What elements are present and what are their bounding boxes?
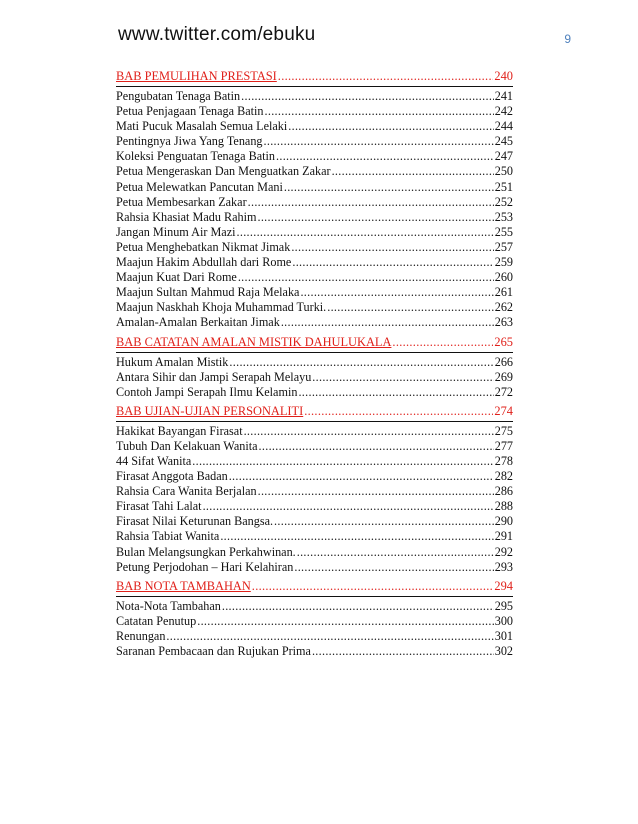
toc-dot-leader [264,134,494,149]
toc-entry-title: Maajun Naskhah Khoja Muhammad Turki. [116,300,327,315]
toc-entry-page: 253 [494,209,513,224]
toc-dot-leader [241,89,494,104]
toc-entry-title: Saranan Pembacaan dan Rujukan Prima [116,644,311,658]
toc-entry-page: 241 [494,89,513,103]
toc-dot-leader [248,195,494,210]
toc-dot-leader [276,149,494,164]
toc-entry-page: 262 [494,300,513,315]
toc-entry[interactable] [116,454,513,469]
toc-entry-title: Tubuh Dan Kelakuan Wanita [116,438,258,453]
toc-entry[interactable] [116,240,513,255]
toc-section [116,67,513,333]
toc-heading-page: 294 [494,578,513,593]
toc-entry-page: 275 [494,423,513,438]
toc-dot-leader [257,210,493,225]
toc-entry-title: Firasat Tahi Lalat [116,499,202,514]
toc-entry-page: 260 [494,270,513,285]
toc-entry[interactable] [116,469,513,484]
toc-entry-page: 242 [494,104,513,119]
toc-dot-leader [203,499,494,514]
toc-heading-page: 240 [494,69,513,83]
toc-section [116,577,513,661]
toc-entry-page: 250 [494,164,513,179]
toc-dot-leader [284,180,494,195]
toc-entry[interactable] [116,439,513,454]
toc-entry-title: Jangan Minum Air Mazi [116,224,236,239]
toc-entry-title: Firasat Anggota Badan [116,469,228,484]
toc-entry-title: Antara Sihir dan Jampi Serapah Melayu [116,369,312,384]
toc-entry[interactable] [116,599,513,614]
toc-dot-leader [288,119,493,134]
toc-entry-title: Nota-Nota Tambahan [116,598,221,613]
toc-entry-page: 291 [494,529,513,544]
toc-entry-page: 257 [494,239,513,254]
toc-entry-page: 300 [494,613,513,628]
toc-section [116,402,513,577]
toc-entry-title: Contoh Jampi Serapah Ilmu Kelamin [116,384,298,399]
toc-dot-leader [220,529,493,544]
toc-entry[interactable] [116,270,513,285]
toc-heading-title: BAB NOTA TAMBAHAN [116,578,251,593]
toc-entry[interactable] [116,560,513,575]
toc-entry-title: Rahsia Tabiat Wanita [116,529,220,544]
toc-dot-leader [392,333,493,351]
toc-dot-leader [278,67,494,85]
toc-entry-page: 251 [494,179,513,194]
toc-heading-title: BAB PEMULIHAN PRESTASI [116,69,277,83]
toc-entry[interactable] [116,134,513,149]
toc-entry-title: Pentingnya Jiwa Yang Tenang [116,134,263,149]
toc-entry-title: Hukum Amalan Mistik [116,354,229,369]
toc-entry-page: 277 [494,438,513,453]
toc-section-heading[interactable] [116,333,513,353]
toc-dot-leader [229,469,494,484]
toc-entry-page: 286 [494,484,513,499]
toc-entry[interactable] [116,545,513,560]
toc-entry-page: 295 [494,598,513,613]
toc-entry-page: 290 [494,514,513,529]
toc-entry-title: Hakikat Bayangan Firasat [116,423,243,438]
toc-entry-page: 292 [494,544,513,559]
page-number: 9 [564,32,571,46]
toc-dot-leader [244,424,494,439]
toc-section [116,333,513,402]
toc-entry-page: 255 [494,224,513,239]
toc-entry-page: 269 [494,369,513,384]
toc-entry-title: Renungan [116,628,166,643]
toc-entry[interactable] [116,180,513,195]
toc-entry-page: 261 [494,285,513,300]
toc-entry[interactable] [116,529,513,544]
toc-entry[interactable] [116,385,513,400]
toc-dot-leader [258,484,494,499]
toc-entry-title: Petung Perjodohan – Hari Kelahiran [116,559,294,574]
toc-entry-title: Petua Penjagaan Tenaga Batin [116,104,264,119]
toc-entry-title: 44 Sifat Wanita [116,453,192,468]
toc-dot-leader [259,439,494,454]
toc-dot-leader [300,285,493,300]
toc-dot-leader [327,300,494,315]
toc-entry[interactable] [116,629,513,644]
toc-entry[interactable] [116,225,513,240]
toc-entry-title: Rahsia Cara Wanita Berjalan [116,484,257,499]
toc-entry-title: Catatan Penutup [116,613,197,628]
toc-entry[interactable] [116,104,513,119]
toc-section-heading[interactable] [116,577,513,597]
toc-heading-title: BAB UJIAN-UJIAN PERSONALITI [116,403,304,418]
toc-entry-title: Koleksi Penguatan Tenaga Batin [116,149,276,164]
toc-entry[interactable] [116,424,513,439]
toc-entry[interactable] [116,149,513,164]
toc-heading-page: 274 [494,403,513,418]
toc-dot-leader [298,385,493,400]
toc-entry-title: Maajun Hakim Abdullah dari Rome [116,255,292,270]
toc-dot-leader [291,240,493,255]
toc-entry[interactable] [116,255,513,270]
toc-entry[interactable] [116,195,513,210]
toc-dot-leader [222,599,494,614]
toc-heading-page: 265 [494,334,513,349]
toc-entry-page: 252 [494,194,513,209]
toc-entry-page: 272 [494,384,513,399]
toc-entry-page: 288 [494,499,513,514]
toc-dot-leader [281,315,494,330]
toc-entry-page: 278 [494,453,513,468]
toc-dot-leader [252,577,494,595]
toc-entry-page: 302 [494,644,513,658]
toc-dot-leader [192,454,493,469]
section-gap [116,659,513,661]
table-of-contents [116,67,513,661]
toc-section-heading[interactable] [116,67,513,87]
toc-entry[interactable] [116,285,513,300]
toc-entry[interactable] [116,355,513,370]
toc-entry[interactable] [116,644,513,659]
toc-entry[interactable] [116,614,513,629]
toc-entry-page: 259 [494,255,513,270]
toc-entry-page: 293 [494,559,513,574]
toc-section-heading[interactable] [116,402,513,422]
toc-entry[interactable] [116,210,513,225]
toc-entry-page: 244 [494,119,513,134]
toc-entry-title: Pengubatan Tenaga Batin [116,89,241,103]
toc-entry-page: 245 [494,134,513,149]
toc-entry-title: Petua Mengeraskan Dan Menguatkan Zakar [116,164,331,179]
toc-dot-leader [294,560,493,575]
toc-entry-title: Bulan Melangsungkan Perkahwinan. [116,544,296,559]
toc-entry-title: Maajun Kuat Dari Rome [116,270,237,285]
toc-dot-leader [265,104,494,119]
toc-dot-leader [312,370,493,385]
toc-entry-page: 301 [494,628,513,643]
toc-entry-title: Rahsia Khasiat Madu Rahim [116,209,257,224]
toc-entry[interactable] [116,89,513,104]
header-url[interactable]: www.twitter.com/ebuku [118,24,316,45]
toc-dot-leader [297,545,494,560]
toc-dot-leader [166,629,493,644]
toc-heading-title: BAB CATATAN AMALAN MISTIK DAHULUKALA [116,334,392,349]
toc-entry-title: Petua Menghebatkan Nikmat Jimak [116,239,291,254]
toc-dot-leader [304,402,493,420]
toc-dot-leader [229,355,493,370]
toc-entry-title: Mati Pucuk Masalah Semua Lelaki [116,119,288,134]
toc-dot-leader [274,514,494,529]
toc-dot-leader [197,614,494,629]
toc-entry-title: Amalan-Amalan Berkaitan Jimak [116,315,280,330]
toc-entry-title: Maajun Sultan Mahmud Raja Melaka [116,285,300,300]
toc-entry-title: Petua Membesarkan Zakar [116,194,247,209]
toc-dot-leader [312,644,494,659]
toc-entry[interactable] [116,315,513,330]
toc-entry-title: Firasat Nilai Keturunan Bangsa. [116,514,274,529]
toc-entry-page: 266 [494,354,513,369]
toc-entry[interactable] [116,164,513,179]
toc-entry[interactable] [116,499,513,514]
toc-entry-page: 263 [494,315,513,330]
toc-dot-leader [332,164,494,179]
toc-entry-title: Petua Melewatkan Pancutan Mani [116,179,283,194]
toc-entry-page: 247 [494,149,513,164]
toc-dot-leader [238,270,494,285]
toc-dot-leader [292,255,493,270]
toc-entry-page: 282 [494,469,513,484]
toc-entry[interactable] [116,514,513,529]
toc-entry[interactable] [116,300,513,315]
toc-entry[interactable] [116,119,513,134]
toc-entry[interactable] [116,370,513,385]
toc-entry[interactable] [116,484,513,499]
toc-dot-leader [237,225,494,240]
